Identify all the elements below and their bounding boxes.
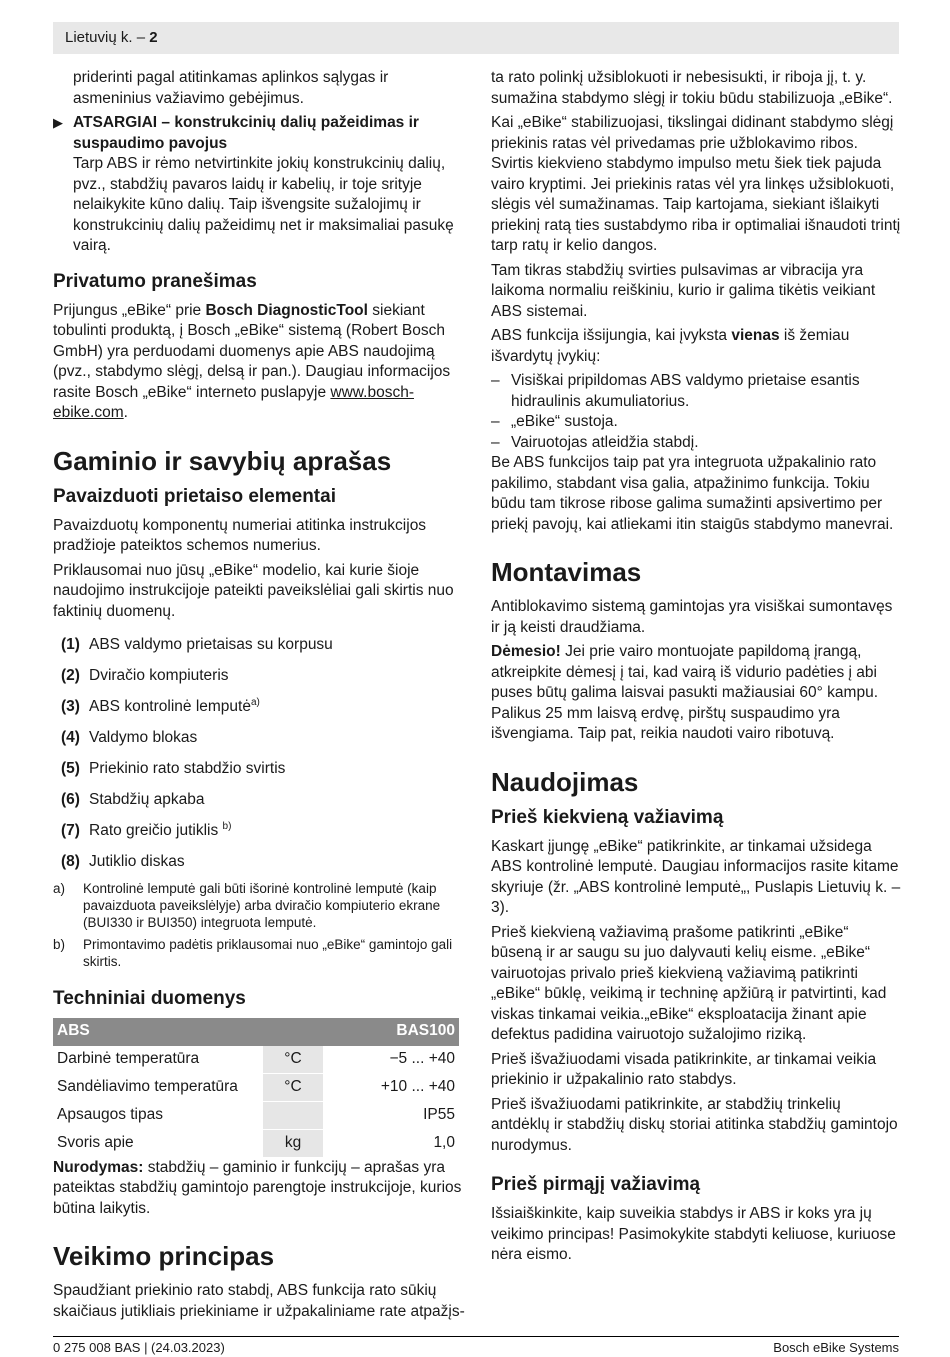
page-header xyxy=(53,22,899,54)
list-item xyxy=(61,783,465,814)
privacy-text-a: Prijungus „eBike“ prie xyxy=(53,301,206,319)
elements-list xyxy=(61,628,465,876)
item-footnote-mark: b) xyxy=(222,820,232,832)
list-item xyxy=(61,628,465,659)
footnote-mark: b) xyxy=(53,936,66,952)
bullet-text: Vairuotojas atleidžia stabdį. xyxy=(511,433,699,451)
tech-note-label: Nurodymas: xyxy=(53,1158,144,1176)
item-footnote-mark: a) xyxy=(250,696,260,708)
page-footer xyxy=(53,1336,899,1355)
principle-paragraph-5: Be ABS funkcijos taip pat yra integruota užpakalinio rato pakilimo, stabdant visa galia, atpažinimo funkcija. Tokiu būdu tam tikrose ribose galima sumažinti apsivertimo per priekį pavojų, kai atliekami itin staigūs stabdymo manevrai. xyxy=(491,454,894,533)
use-heading: Naudojimas xyxy=(491,766,639,797)
left-column xyxy=(53,68,465,1326)
mount-paragraph-1: Antiblokavimo sistemą gamintojas yra visiškai sumontavęs ir ją keisti draudžiama. xyxy=(491,598,893,636)
row-value: +10 ... +40 xyxy=(323,1073,459,1101)
footer-brand: Bosch eBike Systems xyxy=(773,1340,899,1355)
p4-text-c: iš žemiau išvardytų įvykių: xyxy=(491,327,850,365)
first-ride-heading: Prieš pirmąjį važiavimą xyxy=(491,1174,701,1195)
list-item: – „eBike“ sustoja. xyxy=(491,413,618,430)
principle-paragraph-3: Tam tikras stabdžių svirties pulsavimas ar vibracija yra laikoma normaliu reiškiniu, kurio ir galima tikėtis veikiant ABS sistemai. xyxy=(491,261,876,320)
before-paragraph-4: Prieš išvažiuodami patikrinkite, ar stabdžių trinkelių antdėklų ir stabdžių diskų storiai atitinka stabdžių gamintojo nurodymus. xyxy=(491,1095,898,1154)
privacy-text-end: . xyxy=(123,404,128,421)
row-unit: °C xyxy=(263,1073,323,1101)
list-item xyxy=(61,814,465,845)
tech-heading: Techniniai duomenys xyxy=(53,987,246,1009)
warning-title: ATSARGIAI – konstrukcinių dalių pažeidimas ir suspaudimo pavojus xyxy=(73,114,419,152)
privacy-tool-name: Bosch DiagnosticTool xyxy=(205,301,368,319)
p4-bold: vienas xyxy=(731,327,780,344)
table-row xyxy=(53,1073,459,1101)
item-label: Rato greičio jutiklis xyxy=(89,821,223,839)
intro-paragraph: priderinti pagal atitinkamas aplinkos sąlygas ir asmeninius važiavimo gebėjimus. xyxy=(73,69,389,107)
row-name: Svoris apie xyxy=(53,1129,263,1157)
footnote xyxy=(53,936,465,970)
item-label: Stabdžių apkaba xyxy=(89,790,205,808)
row-name: Sandėliavimo temperatūra xyxy=(53,1073,263,1101)
tech-note xyxy=(53,1158,465,1220)
mount-text: Jei prie vairo montuojate papildomą įrangą, atkreipkite dėmesį į tai, kad vairą iš vidurio padėties į abi puses būtų galima laisvai pasukti mažiausiai 60° kampu. Palikus 25 mm laisvą erdvę, pirštų suspaudimo yra išvengiama. Taip pat, reikia naudoti vairo ribotuvą. xyxy=(491,643,879,742)
principle-heading: Veikimo principas xyxy=(53,1241,275,1272)
table-header-row xyxy=(53,1018,459,1046)
before-paragraph-2: Prieš kiekvieną važiavimą prašome patikrinti „eBike“ būseną ir ar saugu su juo dalyvauti kelių eisme. „eBike“ vairuotojas privalo prieš kiekvieną važiavimą patikrinti „eBike“ būklę, veikimą ir techninę apžiūrą ir patvirtinti, kad viskas tinkamai veikia.„eBike“ eksploatacija žinant apie defektus padidina vairuotojo sužalojimo riziką. xyxy=(491,923,887,1043)
before-paragraph-3: Prieš išvažiuodami visada patikrinkite, ar tinkamai veikia priekinio ir užpakalinio rato stabdys. xyxy=(491,1050,877,1088)
header-page-number: 2 xyxy=(149,29,158,46)
before-paragraph-1: Kaskart įjungę „eBike“ patikrinkite, ar tinkamai užsidega ABS kontrolinė lemputė. Daugiau informacijos rasite kitame skyriuje (žr. „ABS kontrolinė lemputė„, Puslapis Lietuvių k. – 3). xyxy=(491,837,901,916)
header-text xyxy=(65,29,158,46)
list-item xyxy=(61,721,465,752)
first-paragraph: Išsiaiškinkite, kaip suveikia stabdys ir ABS ir koks yra jų veikimo principas! Pasimokykite stabdyti keliuose, kuriuose nėra eismo. xyxy=(491,1205,896,1263)
footnote-text: Kontrolinė lemputė gali būti išorinė kontrolinė lemputė (kaip pavaizduota paveikslėlyje) arba dviračio kompiuterio ekrane (BUI330 ir BUI350) integruota lemputė. xyxy=(83,880,441,930)
item-number: (4) xyxy=(61,729,80,747)
principle-paragraph: Spaudžiant priekinio rato stabdį, ABS funkcija rato sūkių skaičiaus jutikliais priekiniame ir užpakaliniame rate atpažįs- xyxy=(53,1282,465,1320)
warning-block xyxy=(53,113,465,257)
item-number: (1) xyxy=(61,636,80,654)
table-row xyxy=(53,1046,459,1074)
elements-paragraph-2: Priklausomai nuo jūsų „eBike“ modelio, kai kurie šioje naudojimo instrukcijoje pateikti paveikslėliai gali skirtis nuo faktinių duomenų. xyxy=(53,561,454,620)
table-row xyxy=(53,1101,459,1129)
principle-paragraph-cont: ta rato polinkį užsiblokuoti ir nebesisukti, ir riboja jį, t. y. sumažina stabdymo slėgį ir tokiu būdu stabilizuoja „eBike“. xyxy=(491,69,893,107)
item-label: ABS valdymo prietaisas su korpusu xyxy=(89,636,333,654)
mount-heading: Montavimas xyxy=(491,557,642,587)
row-unit xyxy=(263,1101,323,1129)
list-item xyxy=(61,752,465,783)
right-column xyxy=(491,68,903,1270)
footnote xyxy=(53,880,465,931)
footnotes xyxy=(53,880,465,970)
list-item: – Vairuotojas atleidžia stabdį. xyxy=(491,433,699,451)
bosch-ebike-link[interactable]: www.bosch-ebike.com xyxy=(53,383,414,421)
bullet-text: „eBike“ sustoja. xyxy=(511,413,618,430)
row-value: −5 ... +40 xyxy=(323,1046,459,1074)
principle-paragraph-4 xyxy=(491,326,903,367)
item-label: Jutiklio diskas xyxy=(89,852,185,870)
row-name: Darbinė temperatūra xyxy=(53,1046,263,1074)
warning-triangle-icon: ▶ xyxy=(53,115,63,130)
header-lang: Lietuvių k. – xyxy=(65,29,150,46)
footnote-mark: a) xyxy=(53,880,66,896)
item-number: (6) xyxy=(61,790,80,808)
row-unit: kg xyxy=(263,1129,323,1157)
item-number: (5) xyxy=(61,759,80,777)
item-number: (2) xyxy=(61,667,80,685)
row-unit: °C xyxy=(263,1046,323,1074)
principle-paragraph-2: Kai „eBike“ stabilizuojasi, tikslingai didinant stabdymo slėgį priekinis ratas vėl privedamas prie užblokavimo ribos. Svirtis kiekvieno stabdymo impulso metu šiek tiek pajuda vairo kryptimi. Jei priekinis ratas vėl yra linkęs užsiblokuoti, slėgis vėl sumažinamas. Taip kartojama, siekiant išlaikyti priekinį ratą ties sustabdymo riba ir optimaliai išnaudoti trintį tarp ratų ir kelio dangos. xyxy=(491,114,901,254)
item-label: Dviračio kompiuteris xyxy=(89,667,229,685)
footnote-text: Primontavimo padėtis priklausomai nuo „eBike“ gamintojo gali skirtis. xyxy=(83,936,453,969)
list-item xyxy=(61,845,465,876)
p4-text-a: ABS funkcija išsijungia, kai įvykstа xyxy=(491,327,732,344)
bullet-text: Visiškai pripildomas ABS valdymo prietaise esantis hidraulinis akumuliatorius. xyxy=(511,372,860,410)
attention-label: Dėmesio! xyxy=(491,643,561,660)
warning-text: Tarp ABS ir rėmo netvirtinkite jokių konstrukcinių dalių, pvz., stabdžių pavaros laidų ir kabelių, ir toje srityje nelaikykite kūno dalių. Taip išvengsite sužalojimų ir konstrukcinių dalių pažeidimų net ir maksimaliai pasukę vairą. xyxy=(73,155,454,254)
privacy-heading: Privatumo pranešimas xyxy=(53,270,257,292)
row-value: 1,0 xyxy=(323,1129,459,1157)
list-item xyxy=(61,659,465,690)
event-list xyxy=(491,371,903,453)
item-label: ABS kontrolinė lemputė xyxy=(89,698,251,716)
item-number: (7) xyxy=(61,821,80,839)
elements-heading: Pavaizduoti prietaiso elementai xyxy=(53,485,336,507)
tech-data-table xyxy=(53,1018,459,1158)
row-value: IP55 xyxy=(323,1101,459,1129)
tech-note-text: stabdžių – gaminio ir funkcijų – aprašas yra pateiktas stabdžių gamintojo parengtoje instrukcijoje, kurios būtina laikytis. xyxy=(53,1158,462,1217)
privacy-text-c: siekiant tobulinti produktą, į Bosch „eBike“ sistemą (Robert Bosch GmbH) yra perduodami duomenys apie ABS naudojimą (pvz., stabdymo slėgį, delsą ir pan.). Daugiau informacijos rasite Bosch „eBike“ interneto puslapyje xyxy=(53,301,451,401)
footer-doc-id: 0 275 008 BAS | (24.03.2023) xyxy=(53,1340,225,1355)
item-number: (3) xyxy=(61,698,80,716)
item-label: Priekinio rato stabdžio svirtis xyxy=(89,759,286,777)
before-ride-heading: Prieš kiekvieną važiavimą xyxy=(491,806,724,828)
table-head-right: BAS100 xyxy=(323,1018,459,1046)
elements-paragraph-1: Pavaizduotų komponentų numeriai atitinka instrukcijos pradžioje pateiktos schemos numerius. xyxy=(53,516,427,554)
privacy-paragraph xyxy=(53,301,465,424)
item-number: (8) xyxy=(61,852,80,870)
list-item: – Visiškai pripildomas ABS valdymo prietaise esantis hidraulinis akumuliatorius. xyxy=(491,372,860,410)
product-heading: Gaminio ir savybių aprašas xyxy=(53,445,392,476)
table-head-left: ABS xyxy=(53,1018,323,1046)
table-row xyxy=(53,1129,459,1157)
row-name: Apsaugos tipas xyxy=(53,1101,263,1129)
item-label: Valdymo blokas xyxy=(89,729,198,747)
mount-paragraph-2 xyxy=(491,642,903,745)
list-item xyxy=(61,690,465,721)
